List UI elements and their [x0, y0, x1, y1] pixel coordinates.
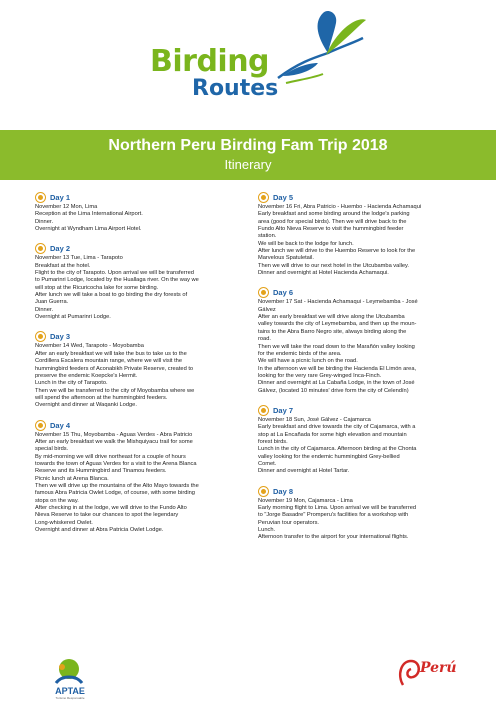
day-5-section	[258, 192, 463, 277]
itinerary-right-column	[258, 192, 463, 552]
day-line: famous Abra Patricia Owlet Lodge, of course, with some birding	[35, 490, 195, 497]
day-line: Overnight at Pumarinri Lodge.	[35, 314, 111, 321]
day-line: After an early breakfast we will drive along the Utcubamba	[258, 314, 405, 321]
day-line: Reserve and its Hummingbird and Tinamou feeders.	[35, 468, 167, 475]
day-title: Day 1	[50, 193, 71, 202]
day-line: We will be back to the lodge for lunch.	[258, 240, 354, 247]
day-line: to "Jorge Basadre" Promperu's facilities for a workshop with	[258, 512, 409, 519]
day-line: November 14 Wed, Tarapoto - Moyobamba	[35, 343, 144, 350]
page-title: Northern Peru Birding Fam Trip 2018	[108, 137, 388, 154]
day-line: Long-whiskered Owlet.	[35, 519, 93, 526]
day-6-section	[258, 287, 463, 394]
day-line: Then we will drive up the mountains of the Alto Mayo towards the	[35, 482, 199, 489]
day-line: hummingbird feeders of Aconabikh Private Reserve, created to	[35, 365, 194, 372]
bullet-icon	[35, 243, 46, 254]
day-line: November 15 Thu, Moyobamba - Aguas Verdes - Abra Patricio	[35, 431, 193, 438]
day-line: Reception at the Lima International Airport.	[35, 211, 143, 218]
day-line: Nieva Reserve to take our chances to spot the legendary	[35, 512, 179, 519]
day-line: Dinner.	[35, 306, 54, 313]
bullet-icon	[258, 486, 269, 497]
day-line: area (good for special birds). Then we will drive back to the	[258, 218, 407, 225]
day-line: In the afternoon we will be birding the Hacienda El Limón area,	[258, 365, 417, 372]
day-line: November 17 Sat - Hacienda Achamaqui - Leymebamba - José	[258, 299, 418, 306]
day-title: Day 5	[273, 193, 294, 202]
day-2-section	[35, 243, 240, 321]
bullet-icon	[258, 405, 269, 416]
day-line: Overnight and dinner at Abra Patricia Owlet Lodge.	[35, 527, 164, 534]
day-line: After checking in at the lodge, we will drive to the Fundo Alto	[35, 505, 187, 511]
day-title: Day 7	[273, 405, 294, 415]
day-line: tains to the Abra Barro Negro site, always birding along the	[258, 328, 407, 335]
day-line: November 16 Fri, Abra Patricio - Huembo - Hacienda Achamaqui	[258, 204, 422, 210]
day-line: Then we will take the road down to the Marañón valley looking	[258, 343, 415, 350]
day-line: looking for the very rare Grey-winged Inca-Finch.	[258, 372, 382, 379]
day-line: Lunch in the city of Tarapoto.	[35, 380, 108, 387]
day-line: Dinner and overnight at Hotel Tartar.	[258, 468, 350, 475]
day-line: November 13 Tue, Lima - Tarapoto	[35, 255, 123, 262]
peru-brand-text: Perú	[420, 660, 457, 676]
day-line: November 19 Mon, Cajamarca - Lima	[258, 497, 353, 504]
day-line: Then we will be transferred to the city of Moyobamba where we	[35, 387, 195, 394]
day-title: Day 4	[50, 420, 71, 430]
birding-routes-logo	[140, 28, 370, 108]
day-line: After an early breakfast we will take the bus to take us to the	[35, 350, 187, 357]
day-line: will stop at the Ricuricocha lake for some birding.	[35, 284, 159, 291]
logo-word-birding: Birding	[150, 44, 270, 79]
day-line: preserve the endemic Koepcke's Hermit.	[35, 372, 138, 379]
day-line: special birds.	[35, 446, 69, 453]
day-7-section	[258, 405, 463, 476]
day-line: Dinner and overnight at La Cabaña Lodge, in the town of José	[258, 380, 415, 387]
day-1-section	[35, 192, 240, 233]
day-line: After an early breakfast we walk the Mishquiyacu trail for some	[35, 438, 193, 445]
bullet-icon	[35, 331, 46, 342]
day-line: Early morning flight to Lima. Upon arrival we will be transferred	[258, 505, 417, 511]
day-3-section	[35, 331, 240, 409]
aptae-logo-text: APTAE	[55, 686, 85, 696]
day-line: Cordillera Escalera mountain range, where we will visit the	[35, 358, 182, 365]
day-line: After lunch we will drive to the Huembo Reserve to look for the	[258, 248, 416, 255]
day-line: Dinner.	[35, 218, 54, 225]
day-line: Lunch.	[258, 527, 276, 534]
bullet-icon	[258, 287, 269, 298]
day-line: Peruvian tour operators.	[258, 519, 320, 526]
day-line: Overnight at Wyndham Lima Airport Hotel.	[35, 226, 142, 233]
day-line: Lunch in the city of Cajamarca. Afternoon birding at the Chonta	[258, 446, 417, 453]
bullet-icon	[258, 192, 269, 203]
day-line: Afternoon transfer to the airport for your international flights.	[258, 534, 409, 541]
day-title: Day 6	[273, 288, 294, 298]
day-line: Overnight and dinner at Waqanki Lodge.	[35, 402, 137, 409]
day-line: Juan Guerra.	[35, 299, 69, 306]
day-line: forest birds.	[258, 438, 288, 445]
itinerary-left-column	[35, 192, 240, 544]
bullet-icon	[35, 192, 46, 203]
day-line: Early breakfast and drive towards the city of Cajamarca, with a	[258, 424, 416, 431]
day-line: stop at La Encañada for some high elevation and mountain	[258, 431, 407, 438]
day-line: Early breakfast and some birding around the lodge's parking	[258, 211, 410, 218]
day-line: for the endemic birds of the area.	[258, 350, 342, 357]
bullet-icon	[35, 420, 46, 431]
day-line: We will have a picnic lunch on the road.	[258, 358, 358, 365]
day-line: After lunch we will take a boat to go birding the dry forests of	[35, 292, 188, 299]
day-line: Comet.	[258, 460, 277, 467]
page-subtitle: Itinerary	[224, 157, 272, 172]
day-line: Dinner and overnight at Hotel Hacienda Achamaqui.	[258, 270, 389, 277]
day-line: stops on the way.	[35, 497, 79, 504]
day-line: Breakfast at the hotel.	[35, 262, 91, 269]
day-8-section	[258, 486, 463, 542]
day-line: towards the town of Aguas Verdes for a visit to the Arena Blanca	[35, 460, 197, 467]
day-line: Gálvez	[258, 306, 276, 313]
day-line: November 12 Mon, Lima	[35, 204, 98, 210]
day-line: Picnic lunch at Arena Blanca.	[35, 475, 109, 482]
day-line: station.	[258, 233, 277, 240]
logo-word-routes: Routes	[192, 76, 279, 101]
day-line: Flight to the city of Tarapoto. Upon arrival we will be transferred	[35, 270, 194, 277]
day-line: Marvelous Spatuletail.	[258, 255, 314, 262]
day-line: valley towards the city of Leymebamba, and then up the moun-	[258, 321, 417, 328]
day-line: Fundo Alto Nieva Reserve to visit the hummingbird feeder	[258, 226, 404, 233]
day-line: Then we will drive to our next hotel in the Utcubamba valley.	[258, 262, 410, 269]
day-line: will spend the afternoon at the hummingbird feeders.	[35, 394, 168, 401]
day-line: road.	[258, 336, 271, 343]
day-title: Day 8	[273, 486, 294, 496]
day-title: Day 2	[50, 244, 71, 254]
day-line: Gálvez, (located 10 minutes' drive form the city of Celendín)	[258, 387, 409, 394]
day-line: By mid-morning we will drive northeast for a couple of hours	[35, 453, 186, 460]
day-4-section	[35, 420, 240, 535]
day-title: Day 3	[50, 332, 71, 342]
day-line: to Pumarinri Lodge, located by the Huallaga river. On the way we	[35, 277, 199, 284]
aptae-tagline: Turismo Responsable	[55, 696, 85, 700]
day-line: November 18 Sun, José Gálvez - Cajamarca	[258, 416, 371, 423]
day-line: valley looking for the endemic hummingbird Grey-bellied	[258, 453, 400, 460]
